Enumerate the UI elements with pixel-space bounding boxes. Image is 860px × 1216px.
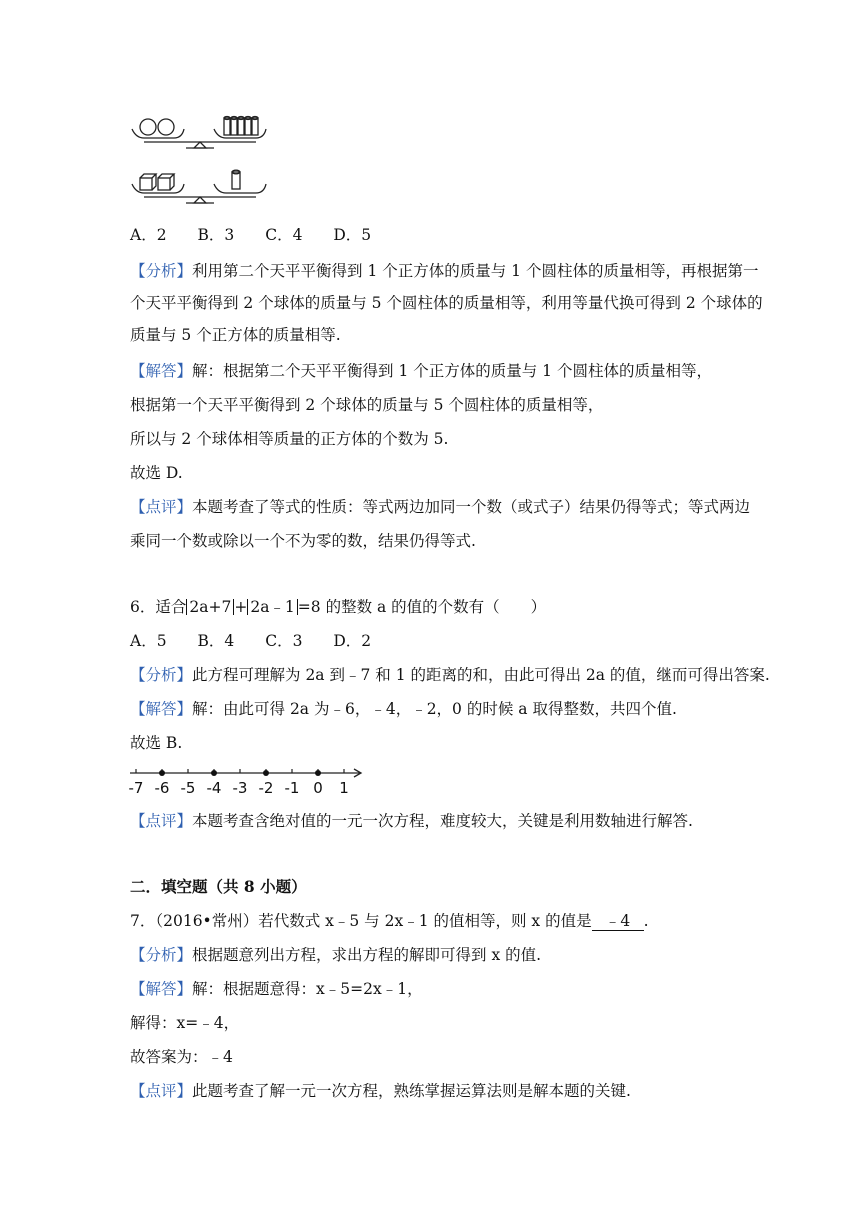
q5-comment-line-1: 【点评】本题考查了等式的性质：等式两边加同一个数（或式子）结果仍得等式；等式两边 bbox=[130, 498, 751, 516]
tick-label: 0 bbox=[313, 779, 323, 796]
q7-answer-line-3: 故答案为：﹣4 bbox=[130, 1048, 233, 1066]
tick-label: -6 bbox=[154, 779, 170, 796]
q7-stem: 7．（2016•常州）若代数式 x﹣5 与 2x﹣1 的值相等，则 x 的值是 ﹣4 . bbox=[130, 912, 649, 930]
answer-blank: ﹣4 bbox=[592, 912, 644, 931]
q6-option-a: A．5 bbox=[130, 632, 167, 650]
tick-label: -5 bbox=[180, 779, 196, 796]
q5-analysis-line-3: 质量与 5 个正方体的质量相等. bbox=[130, 326, 341, 344]
q5-comment-line-2: 乘同一个数或除以一个不为零的数，结果仍得等式. bbox=[130, 532, 476, 550]
tick-label: -7 bbox=[128, 779, 144, 796]
q6-choice: 故选 B. bbox=[130, 734, 183, 752]
sphere-2 bbox=[158, 119, 174, 135]
q7-answer-line-2: 解得：x=﹣4， bbox=[130, 1014, 240, 1032]
q6-option-b: B．4 bbox=[197, 632, 235, 650]
q6-option-c: C．3 bbox=[265, 632, 303, 650]
q6-options bbox=[130, 631, 397, 651]
q6-comment: 【点评】本题考查含绝对值的一元一次方程，难度较大，关键是利用数轴进行解答. bbox=[130, 812, 693, 830]
q6-stem: 6．适合 2a+7 + 2a﹣1 =8 的整数 a 的值的个数有（ ） bbox=[130, 598, 547, 616]
section-heading: 二．填空题（共 8 小题） bbox=[130, 877, 307, 896]
sphere-1 bbox=[140, 119, 156, 135]
comment-tag: 【点评】 bbox=[130, 812, 193, 830]
analysis-tag: 【分析】 bbox=[130, 262, 193, 280]
answer-tag: 【解答】 bbox=[130, 362, 193, 380]
balance-scales-figure bbox=[128, 112, 278, 210]
tick-label: -3 bbox=[232, 779, 248, 796]
q5-options bbox=[130, 225, 397, 245]
q5-option-d: D．5 bbox=[333, 226, 372, 244]
answer-tag: 【解答】 bbox=[130, 980, 193, 998]
q5-answer-line-4: 故选 D. bbox=[130, 464, 183, 482]
solution-point bbox=[315, 770, 321, 776]
tick-label: -2 bbox=[258, 779, 274, 796]
analysis-tag: 【分析】 bbox=[130, 946, 193, 964]
q7-analysis: 【分析】根据题意列出方程，求出方程的解即可得到 x 的值. bbox=[130, 946, 542, 964]
abs-term-1: 2a+7 bbox=[186, 599, 234, 615]
abs-term-2: 2a﹣1 bbox=[247, 599, 297, 615]
analysis-tag: 【分析】 bbox=[130, 666, 193, 684]
answer-tag: 【解答】 bbox=[130, 700, 193, 718]
cylinder-bottom bbox=[232, 170, 240, 189]
tick-label: -1 bbox=[284, 779, 300, 796]
cubes-bottom bbox=[140, 174, 174, 190]
q5-analysis-line-1: 【分析】利用第二个天平平衡得到 1 个正方体的质量与 1 个圆柱体的质量相等，再根据第一 bbox=[130, 262, 759, 280]
q6-option-d: D．2 bbox=[333, 632, 372, 650]
tick-label: -4 bbox=[206, 779, 222, 796]
comment-tag: 【点评】 bbox=[130, 498, 193, 516]
number-line bbox=[128, 764, 368, 796]
cylinders-top bbox=[224, 117, 258, 136]
q5-answer-line-1: 【解答】解：根据第二个天平平衡得到 1 个正方体的质量与 1 个圆柱体的质量相等， bbox=[130, 362, 712, 380]
q5-option-c: C．4 bbox=[265, 226, 303, 244]
q6-analysis: 【分析】此方程可理解为 2a 到﹣7 和 1 的距离的和，由此可得出 2a 的值，继而可得出答案. bbox=[130, 666, 770, 684]
q7-answer-line-1: 【解答】解：根据题意得：x﹣5=2x﹣1， bbox=[130, 980, 423, 998]
solution-point bbox=[263, 770, 269, 776]
q5-option-a: A．2 bbox=[130, 226, 167, 244]
q7-comment: 【点评】此题考查了解一元一次方程，熟练掌握运算法则是解本题的关键. bbox=[130, 1082, 631, 1100]
solution-point bbox=[211, 770, 217, 776]
comment-tag: 【点评】 bbox=[130, 1082, 193, 1100]
q6-answer: 【解答】解：由此可得 2a 为﹣6，﹣4，﹣2，0 的时候 a 取得整数，共四个值. bbox=[130, 700, 677, 718]
q5-answer-line-3: 所以与 2 个球体相等质量的正方体的个数为 5. bbox=[130, 430, 449, 448]
solution-point bbox=[159, 770, 165, 776]
q5-analysis-line-2: 个天平平衡得到 2 个球体的质量与 5 个圆柱体的质量相等，利用等量代换可得到 2 个球体的 bbox=[130, 294, 763, 312]
tick-label: 1 bbox=[339, 779, 349, 796]
q5-answer-line-2: 根据第一个天平平衡得到 2 个球体的质量与 5 个圆柱体的质量相等， bbox=[130, 396, 604, 414]
q5-option-b: B．3 bbox=[197, 226, 235, 244]
